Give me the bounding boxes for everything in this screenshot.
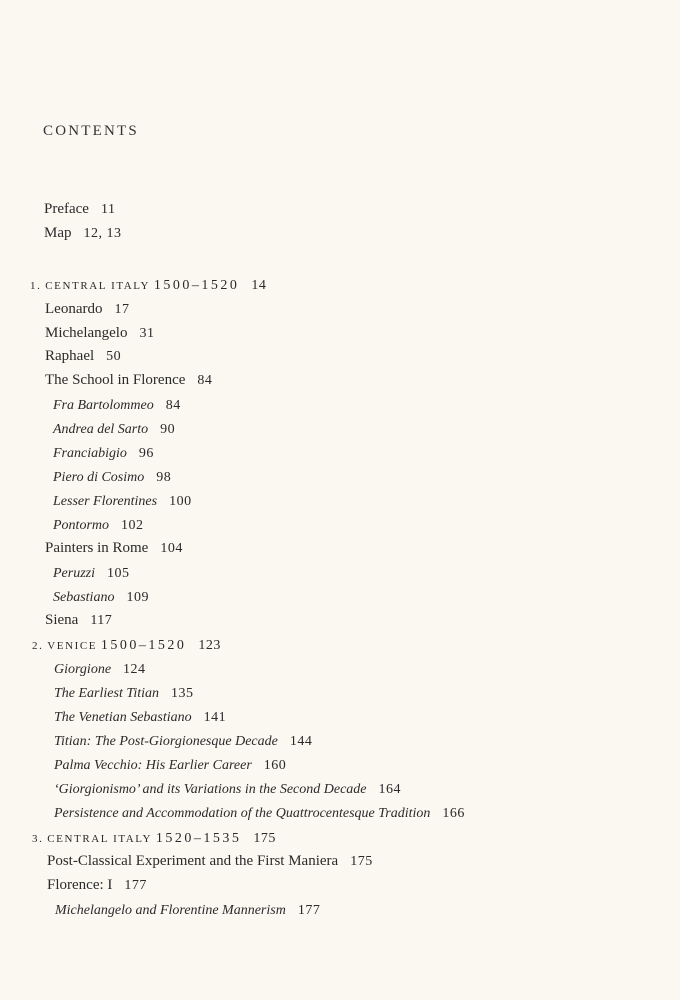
toc-entry-title: Palma Vecchio: His Earlier Career <box>54 758 252 773</box>
toc-entry-title: Franciabigio <box>53 446 127 461</box>
toc-entry-title: Titian: The Post-Giorgionesque Decade <box>54 734 278 749</box>
toc-entry-page: 164 <box>378 782 402 797</box>
toc-subentry[interactable] <box>53 420 175 439</box>
toc-entry-page: 175 <box>350 854 373 869</box>
toc-entry-page: 166 <box>442 806 465 821</box>
toc-entry-title: The Venetian Sebastiano <box>54 710 192 725</box>
toc-entry-title: Piero di Cosimo <box>53 470 145 485</box>
chapter-page: 123 <box>198 638 221 653</box>
toc-entry-page: 98 <box>156 470 172 485</box>
toc-entry-title: Preface <box>44 201 89 217</box>
toc-subentry[interactable] <box>53 516 144 535</box>
chapter-number: 1. <box>30 280 42 292</box>
toc-entry[interactable] <box>47 852 373 871</box>
toc-entry-title: The Earliest Titian <box>54 686 160 701</box>
toc-entry-page: 177 <box>297 903 321 918</box>
toc-entry-page: 135 <box>171 686 194 701</box>
toc-entry-page: 90 <box>160 422 176 437</box>
toc-subentry[interactable] <box>53 492 192 511</box>
toc-chapter-3[interactable] <box>32 829 276 848</box>
contents-heading: CONTENTS <box>43 123 139 139</box>
toc-entry-page: 160 <box>263 758 287 773</box>
toc-subentry[interactable] <box>53 564 130 583</box>
toc-entry-page: 31 <box>139 326 155 341</box>
toc-subentry[interactable] <box>55 901 320 920</box>
toc-entry-title: ‘Giorgionismo’ and its Variations in the Second Decade <box>54 782 367 797</box>
chapter-page: 175 <box>253 831 276 846</box>
toc-entry-page: 141 <box>203 710 227 725</box>
toc-entry-page: 17 <box>114 302 130 317</box>
toc-chapter-1[interactable] <box>30 276 266 295</box>
toc-entry[interactable] <box>45 611 112 630</box>
toc-entry-page: 144 <box>289 734 313 749</box>
toc-subentry[interactable] <box>54 780 401 799</box>
toc-entry-preface[interactable] <box>44 200 115 219</box>
toc-entry-title: Persistence and Accommodation of the Quattrocentesque Tradition <box>54 806 431 821</box>
toc-entry-page: 177 <box>124 878 147 893</box>
toc-entry-title: Leonardo <box>45 301 103 317</box>
toc-entry-title: The School in Florence <box>45 372 186 388</box>
toc-entry-title: Fra Bartolommeo <box>53 398 154 413</box>
toc-entry-page: 104 <box>160 541 183 556</box>
toc-entry-map[interactable] <box>44 224 122 243</box>
toc-entry-page: 100 <box>169 494 192 509</box>
chapter-range: 1500–1520 <box>153 278 240 293</box>
toc-subentry[interactable] <box>54 708 226 727</box>
toc-entry-page: 84 <box>165 398 181 413</box>
toc-entry-title: Siena <box>45 612 79 628</box>
chapter-label: VENICE <box>47 640 98 652</box>
toc-subentry[interactable] <box>54 804 465 823</box>
toc-entry-title: Peruzzi <box>53 566 95 581</box>
toc-entry[interactable] <box>45 347 121 366</box>
chapter-label: CENTRAL ITALY <box>45 280 151 292</box>
toc-entry-title: Michelangelo <box>45 325 128 341</box>
chapter-number: 2. <box>32 640 44 652</box>
toc-entry-page: 96 <box>138 446 154 461</box>
toc-entry-title: Map <box>44 225 72 241</box>
chapter-page: 14 <box>251 278 267 293</box>
toc-entry[interactable] <box>45 539 183 558</box>
toc-subentry[interactable] <box>53 396 181 415</box>
toc-subentry[interactable] <box>53 444 154 463</box>
toc-subentry[interactable] <box>53 468 171 487</box>
toc-entry[interactable] <box>45 300 129 319</box>
toc-entry-page: 109 <box>126 590 149 605</box>
toc-entry-title: Raphael <box>45 348 95 364</box>
toc-subentry[interactable] <box>54 756 286 775</box>
toc-subentry[interactable] <box>54 684 194 703</box>
toc-entry-title: Post-Classical Experiment and the First Maniera <box>47 853 339 869</box>
chapter-number: 3. <box>32 833 44 845</box>
toc-entry-title: Florence: I <box>47 877 113 893</box>
toc-entry-title: Giorgione <box>54 662 112 677</box>
toc-entry-page: 117 <box>90 613 113 628</box>
toc-chapter-2[interactable] <box>32 636 221 655</box>
toc-entry[interactable] <box>45 371 212 390</box>
toc-entry-title: Andrea del Sarto <box>53 422 149 437</box>
toc-entry-page: 50 <box>106 349 122 364</box>
toc-subentry[interactable] <box>54 660 146 679</box>
toc-entry[interactable] <box>47 876 147 895</box>
toc-entry[interactable] <box>45 324 154 343</box>
toc-entry-title: Lesser Florentines <box>53 494 158 509</box>
toc-entry-page: 124 <box>123 662 146 677</box>
toc-entry-page: 11 <box>100 202 116 217</box>
toc-subentry[interactable] <box>54 732 312 751</box>
toc-entry-title: Michelangelo and Florentine Mannerism <box>55 903 286 918</box>
toc-entry-page: 102 <box>121 518 144 533</box>
chapter-label: CENTRAL ITALY <box>47 833 153 845</box>
toc-entry-title: Pontormo <box>53 518 109 533</box>
toc-entry-title: Painters in Rome <box>45 540 149 556</box>
chapter-range: 1500–1520 <box>100 638 187 653</box>
toc-entry-page: 12, 13 <box>83 226 122 241</box>
chapter-range: 1520–1535 <box>155 831 242 846</box>
toc-entry-title: Sebastiano <box>53 590 115 605</box>
toc-entry-page: 84 <box>197 373 213 388</box>
toc-entry-page: 105 <box>107 566 130 581</box>
toc-subentry[interactable] <box>53 588 149 607</box>
